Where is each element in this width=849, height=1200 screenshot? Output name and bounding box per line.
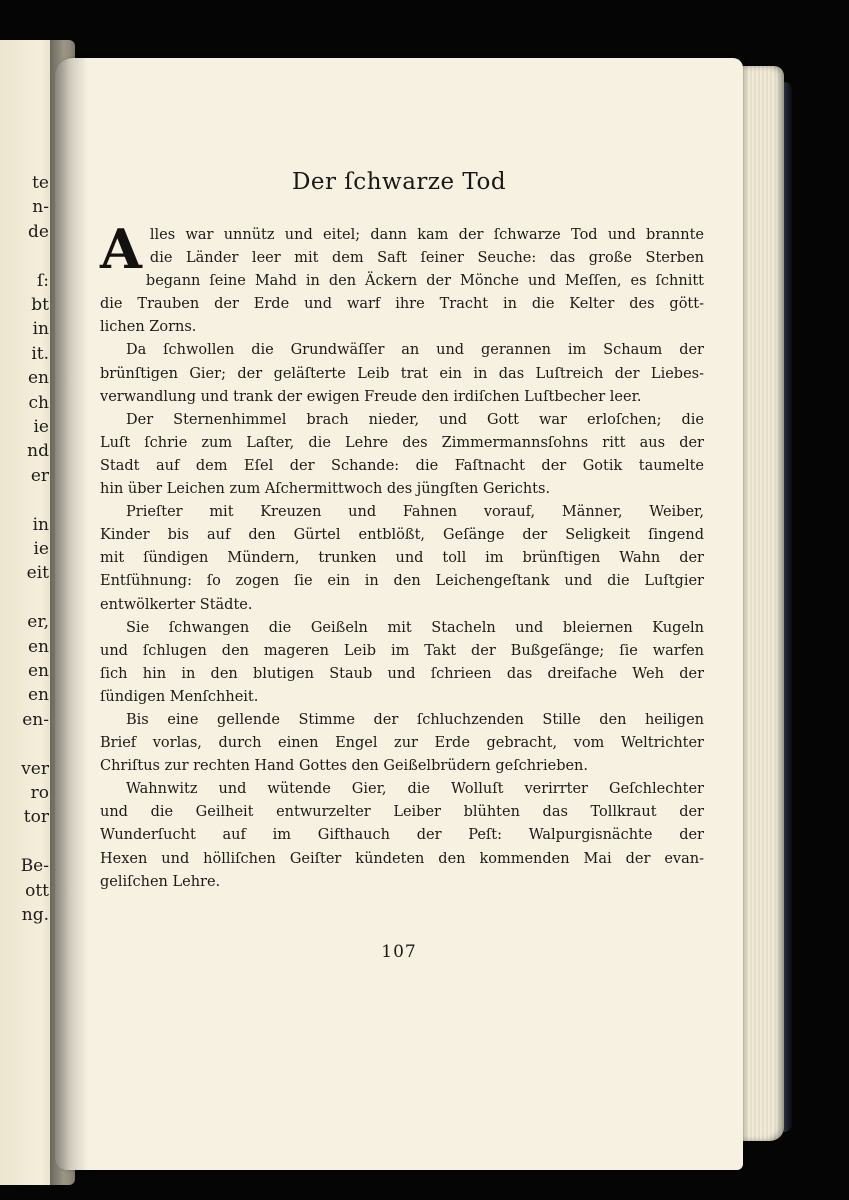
gutter-shadow — [50, 40, 88, 1185]
text-line-content: Entſühnung: ſo zogen ſie ein in den Leichengeſtank und die Luſtgier — [100, 573, 704, 590]
left-page-line-fragment: in — [32, 319, 49, 340]
text-line-content: geliſchen Lehre. — [100, 873, 221, 890]
paragraph — [100, 501, 704, 616]
text-line-content: Sie ſchwangen die Geißeln mit Stacheln und bleiernen Kugeln — [126, 619, 704, 636]
left-page-line-fragment: ver — [21, 758, 49, 779]
text-line-content: die Trauben der Erde und warf ihre Tracht in die Kelter des gött- — [100, 296, 704, 313]
paragraph — [100, 217, 704, 339]
text-line — [100, 339, 704, 362]
text-line — [100, 709, 704, 732]
body-text — [100, 217, 704, 894]
text-line-content: und ſchlugen den mageren Leib im Takt der Bußgeſänge; ſie warfen — [100, 642, 704, 659]
text-line — [100, 640, 704, 663]
left-page-line-fragment: ſ: — [36, 270, 49, 291]
left-page-line-fragment: eit — [26, 563, 49, 584]
text-line-content: hin über Leichen zum Aſchermittwoch des jüngſten Gerichts. — [100, 481, 551, 498]
left-page-line-fragment: en — [27, 685, 49, 706]
chapter-title: Der ſchwarze Tod — [291, 169, 507, 195]
text-line-content: Brief vorlas, durch einen Engel zur Erde gebracht, vom Weltrichter — [100, 735, 704, 752]
text-line-content: verwandlung und trank der ewigen Freude den irdiſchen Luſtbecher leer. — [100, 388, 642, 405]
text-line — [100, 617, 704, 640]
left-page-line-fragment: en — [27, 636, 49, 657]
left-page-line-fragment: ng. — [21, 905, 49, 925]
text-line — [100, 755, 704, 778]
text-line — [100, 386, 704, 409]
text-line-content: Luſt ſchrie zum Laſter, die Lehre des Zimmermannsſohns ritt aus der — [100, 434, 704, 451]
text-line-content: Da ſchwollen die Grundwäſſer an und gerannen im Schaum der — [126, 342, 704, 359]
text-line-content: Wunderſucht auf im Gifthauch der Peſt: Walpurgisnächte der — [100, 827, 704, 844]
text-line-content: lichen Zorns. — [100, 319, 197, 336]
left-page-line-fragment: de — [28, 221, 49, 242]
drop-cap: A — [100, 217, 142, 281]
text-line — [100, 686, 704, 709]
paragraph — [100, 778, 704, 893]
text-line-content: Chriſtus zur rechten Hand Gottes den Geißelbrüdern geſchrieben. — [100, 758, 589, 775]
left-page-line-fragment: ie — [33, 539, 49, 559]
right-page — [55, 58, 743, 1170]
text-line-content: Der Sternenhimmel brach nieder, und Gott war erloſchen; die — [126, 411, 704, 428]
text-line — [100, 801, 704, 824]
text-line — [146, 247, 704, 270]
text-line — [100, 778, 704, 801]
text-line — [100, 316, 704, 339]
left-page-line-fragment: te — [32, 173, 49, 193]
left-page-line-fragment: it. — [31, 343, 49, 364]
text-line — [100, 824, 704, 847]
paragraph — [100, 409, 704, 501]
text-line — [100, 732, 704, 755]
left-page-line-fragment: in — [32, 514, 49, 535]
text-line — [100, 478, 704, 501]
left-page-line-fragment: bt — [31, 295, 49, 315]
paragraph — [100, 709, 704, 778]
text-line-content: Kinder bis auf den Gürtel entblößt, Geſänge der Seligkeit ſingend — [100, 527, 704, 544]
text-line-content: Hexen und hölliſchen Geiſter kündeten den kommenden Mai der evan- — [100, 850, 704, 867]
text-line — [100, 570, 704, 593]
text-line — [100, 409, 704, 432]
text-line — [100, 524, 704, 547]
left-page-line-fragment: ott — [25, 880, 49, 901]
text-line-content: ſich hin in den blutigen Staub und ſchrieen das dreifache Weh der — [100, 665, 704, 682]
text-line — [100, 547, 704, 570]
left-page-line-fragment: ch — [28, 392, 49, 413]
text-line — [100, 663, 704, 686]
text-line-content: begann ſeine Mahd in den Äckern der Mönche und Meſſen, es ſchnitt — [145, 273, 704, 290]
text-line — [100, 432, 704, 455]
left-page-line-fragment: ie — [33, 417, 49, 437]
text-line — [146, 224, 704, 247]
left-page-line-fragment: en — [27, 368, 49, 389]
paragraph — [100, 339, 704, 408]
left-page-line-fragment: ro — [30, 783, 49, 803]
text-line-content: und die Geilheit entwurzelter Leiber blühten das Tollkraut der — [100, 804, 704, 821]
text-line-content: Bis eine gellende Stimme der ſchluchzenden Stille den heiligen — [126, 711, 704, 728]
text-line — [100, 455, 704, 478]
text-line — [100, 293, 704, 316]
text-line — [100, 594, 704, 617]
page-number: 107 — [381, 942, 417, 962]
text-line — [100, 848, 704, 871]
text-line-content: Prieſter mit Kreuzen und Fahnen vorauf, Männer, Weiber, — [126, 504, 704, 521]
left-page-line-fragment: en- — [22, 709, 49, 730]
left-page-line-fragment: n- — [32, 197, 49, 218]
text-line — [100, 501, 704, 524]
left-page-line-fragment: nd — [27, 441, 49, 462]
text-line-content: Wahnwitz und wütende Gier, die Wolluſt verirrter Geſchlechter — [126, 781, 704, 798]
text-line-content: ſündigen Menſchheit. — [100, 688, 259, 705]
text-line — [100, 363, 704, 386]
text-line-content: entwölkerter Städte. — [100, 596, 253, 613]
text-line-content: Stadt auf dem Eſel der Schande: die Faſtnacht der Gotik taumelte — [100, 457, 704, 474]
left-page-line-fragment: er, — [27, 612, 49, 633]
paragraph — [100, 617, 704, 709]
text-line-content: lles war unnütz und eitel; dann kam der ſchwarze Tod und brannte — [149, 227, 704, 243]
text-line — [146, 270, 704, 293]
left-page-line-fragment: tor — [23, 807, 49, 828]
left-page-line-fragment: er — [30, 465, 49, 486]
text-line-content: die Länder leer mit dem Saft ſeiner Seuche: das große Sterben — [149, 250, 704, 267]
left-page-line-fragment: Be- — [20, 856, 49, 877]
text-line-content: mit ſündigen Mündern, trunken und toll im brünſtigen Wahn der — [100, 550, 704, 567]
left-page-line-fragment: en — [27, 661, 49, 681]
text-line — [100, 871, 704, 894]
text-line-content: brünſtigen Gier; der geläſterte Leib trat ein in das Luſtreich der Liebes- — [100, 365, 704, 382]
